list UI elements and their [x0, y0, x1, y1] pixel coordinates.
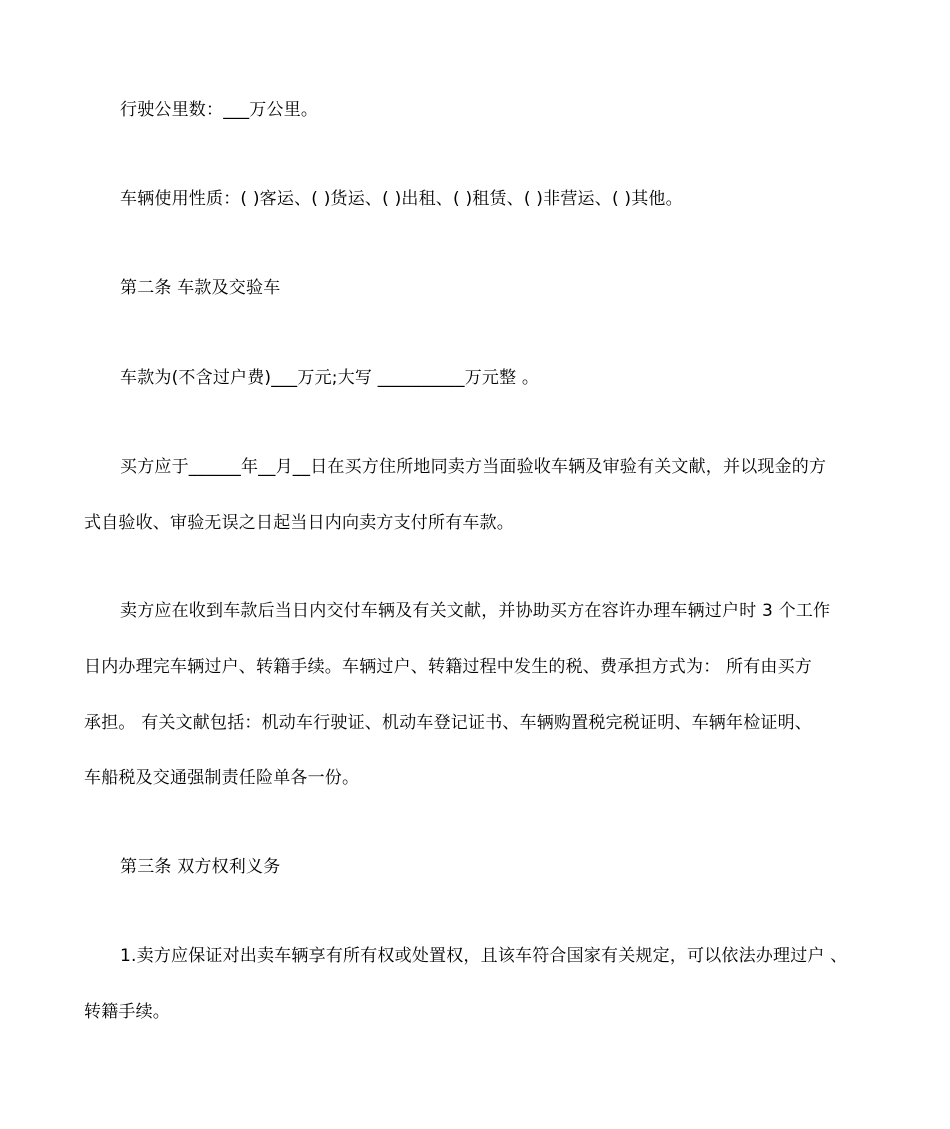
usage-nature-line: 车辆使用性质：( )客运、( )货运、( )出租、( )租赁、( )非营运、( )其他。: [120, 189, 683, 209]
obligation-item-1-line-1: 1.卖方应保证对出卖车辆享有所有权或处置权，且该车符合国家有关规定，可以依法办理过户 、: [120, 946, 848, 966]
delivery-paragraph-line-1: 卖方应在收到车款后当日内交付车辆及有关文献，并协助买方在容许办理车辆过户时 3 个工作: [120, 601, 831, 621]
article-two-heading: 第二条 车款及交验车: [120, 278, 281, 298]
delivery-paragraph-line-2: 日内办理完车辆过户、转籍手续。车辆过户、转籍过程中发生的税、费承担方式为： 所有由买方: [84, 657, 813, 677]
article-three-heading: 第三条 双方权利义务: [120, 857, 281, 877]
delivery-paragraph-line-3: 承担。 有关文献包括：机动车行驶证、机动车登记证书、车辆购置税完税证明、车辆年检证明、: [84, 713, 813, 733]
inspection-paragraph-line-1: 买方应于______年__月__日在买方住所地同卖方当面验收车辆及审验有关文献，并以现金的方: [120, 457, 827, 477]
inspection-paragraph-line-2: 式自验收、审验无误之日起当日内向卖方支付所有车款。: [84, 513, 514, 533]
price-line: 车款为(不含过户费)___万元;大写 __________万元整 。: [120, 368, 540, 388]
obligation-item-1-line-2: 转籍手续。: [84, 1002, 170, 1022]
mileage-line: 行驶公里数：___万公里。: [120, 100, 319, 120]
delivery-paragraph-line-4: 车船税及交通强制责任险单各一份。: [84, 768, 360, 788]
